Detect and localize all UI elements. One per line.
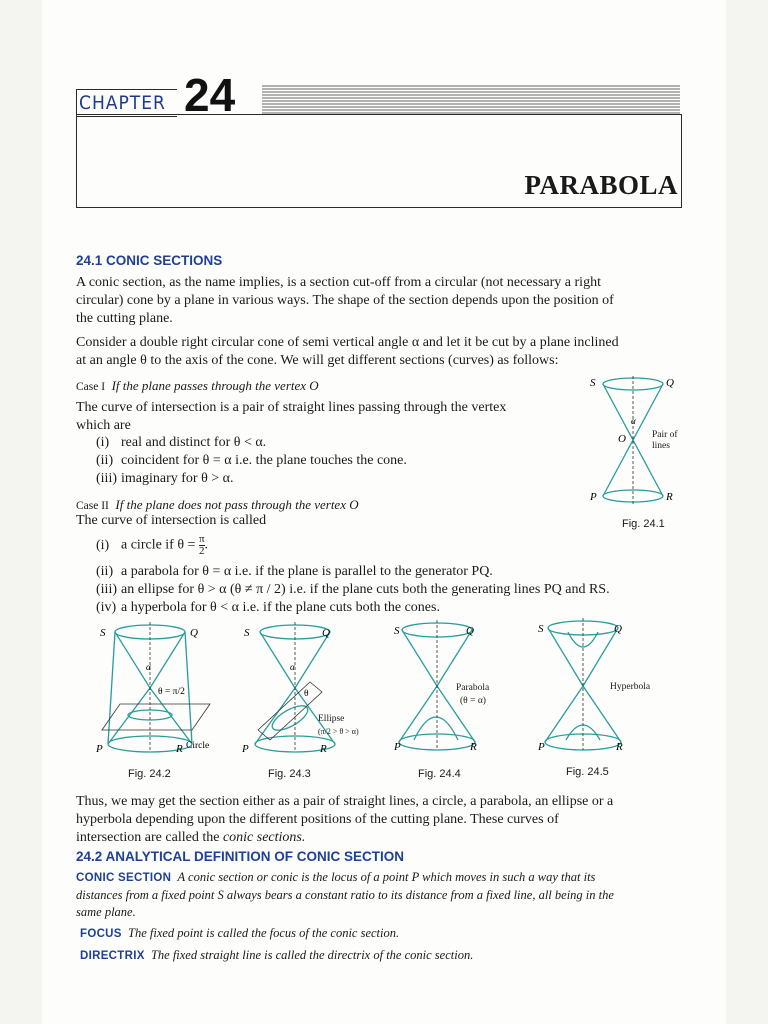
figure-caption-24-1: Fig. 24.1 [622,518,665,530]
case2-label: Case II [76,500,109,512]
fig-label-Q: Q [466,625,474,637]
section-heading-conic-sections: 24.1 CONIC SECTIONS [76,253,223,268]
case1-heading [76,377,319,396]
fig-label-R: R [320,743,327,755]
chapter-label: CHAPTER [76,89,177,117]
fig-label-S: S [394,625,400,637]
keyword-conic-section: CONIC SECTION [76,872,172,884]
text-line: The curve of intersection is a pair of straight lines passing through the vertex [76,400,507,415]
list-item: (iii) an ellipse for θ > α (θ ≠ π / 2) i.e. if the plane cuts both the generating lines PQ and RS. [96,582,610,597]
fig-note-circle: Circle [186,741,210,751]
text-line: Thus, we may get the section either as a pair of straight lines, a circle, a parabola, an ellipse or a [76,794,614,809]
keyword-directrix: DIRECTRIX [80,950,145,962]
fig-label-theta: θ = π/2 [158,687,185,697]
case2-text: The curve of intersection is called [76,513,267,528]
list-item: (iii) imaginary for θ > α. [96,471,234,486]
paragraph-cone [76,334,686,370]
list-item: (ii) coincident for θ = α i.e. the plane touches the cone. [96,453,407,468]
fig-label-P: P [538,741,545,753]
text-line: Consider a double right circular cone of semi vertical angle α and let it be cut by a plane inclined [76,335,619,350]
text-line: hyperbola depending upon the different positions of the cutting plane. These curves of [76,812,559,827]
fig-label-Q: Q [322,627,330,639]
fig-label-Q: Q [666,377,674,389]
fig-label-R: R [666,491,673,503]
case1-list [96,434,576,488]
text-line: at an angle θ to the axis of the cone. We will get different sections (curves) as follows: [76,353,559,368]
figure-24-3-ellipse [240,622,370,762]
fig-note-pair-of-lines: Pair of lines [652,430,678,451]
fig-note-ellipse-condition: (π/2 > θ > α) [318,727,359,736]
fig-label-S: S [100,627,106,639]
list-item: (iv) a hyperbola for θ < α i.e. if the plane cuts both the cones. [96,600,440,615]
fig-label-P: P [394,741,401,753]
fig-label-alpha: α [146,662,151,672]
paragraph-summary [76,793,688,847]
definition-focus: FOCUS The fixed point is called the focus of the conic section. [80,926,400,940]
paragraph-intro [76,274,686,328]
chapter-title: PARABOLA [524,170,678,200]
figure-caption-24-2: Fig. 24.2 [128,768,171,780]
fig-label-R: R [616,741,623,753]
text-line: same plane. [76,905,136,919]
fig-note-parabola: Parabola [456,683,490,693]
text-line: distances from a fixed point S always bears a constant ratio to its distance from a fixed line, all being in the [76,888,614,902]
case1-title: If the plane passes through the vertex O [111,378,319,393]
case2-title: If the plane does not pass through the vertex O [115,497,359,512]
fig-label-P: P [590,491,597,503]
figure-caption-24-5: Fig. 24.5 [566,766,609,778]
text-line: circular) cone by a plane in various ways. The shape of the section depends upon the position of [76,293,614,308]
definition-directrix: DIRECTRIX The fixed straight line is called the directrix of the conic section. [80,948,474,962]
section-heading-analytical-definition: 24.2 ANALYTICAL DEFINITION OF CONIC SECTION [76,849,405,864]
fig-label-S: S [244,627,250,639]
case2-item-circle: (i) a circle if θ = $\frac{\pi}{2}$ . [96,533,209,557]
fig-note-ellipse: Ellipse [318,714,345,724]
fig-label-alpha: α [631,416,636,426]
definition-conic-section [76,869,688,921]
fig-label-R: R [470,741,477,753]
header-rule-lines [262,84,680,114]
fig-label-Q: Q [614,623,622,635]
figure-caption-24-3: Fig. 24.3 [268,768,311,780]
text-line: CONIC SECTION A conic section or conic is the locus of a point P which moves in such a way that its [76,870,596,884]
figure-24-2-circle [96,622,230,762]
case2-list [96,563,696,617]
case1-label: Case I [76,381,106,393]
case1-text [76,399,596,435]
text-line: A conic section, as the name implies, is a section cut-off from a circular (not necessary a right [76,275,601,290]
text-line: intersection are called the conic sections. [76,830,306,845]
fig-label-P: P [242,743,249,755]
fig-label-S: S [538,623,544,635]
fig-label-theta: θ [304,689,309,699]
list-item: (ii) a parabola for θ = α i.e. if the plane is parallel to the generator PQ. [96,564,493,579]
fig-note-parabola-condition: (θ = α) [460,696,486,706]
fig-label-R: R [176,743,183,755]
fig-label-alpha: α [290,662,295,672]
fig-label-Q: Q [190,627,198,639]
fig-label-O: O [618,433,626,445]
figure-caption-24-4: Fig. 24.4 [418,768,461,780]
fig-label-P: P [96,743,103,755]
chapter-number: 24 [184,69,236,121]
text-line: which are [76,418,131,433]
keyword-focus: FOCUS [80,928,122,940]
text-line: the cutting plane. [76,311,173,326]
fig-label-S: S [590,377,596,389]
list-item: (i) real and distinct for θ < α. [96,435,267,450]
fig-note-hyperbola: Hyperbola [610,682,651,692]
